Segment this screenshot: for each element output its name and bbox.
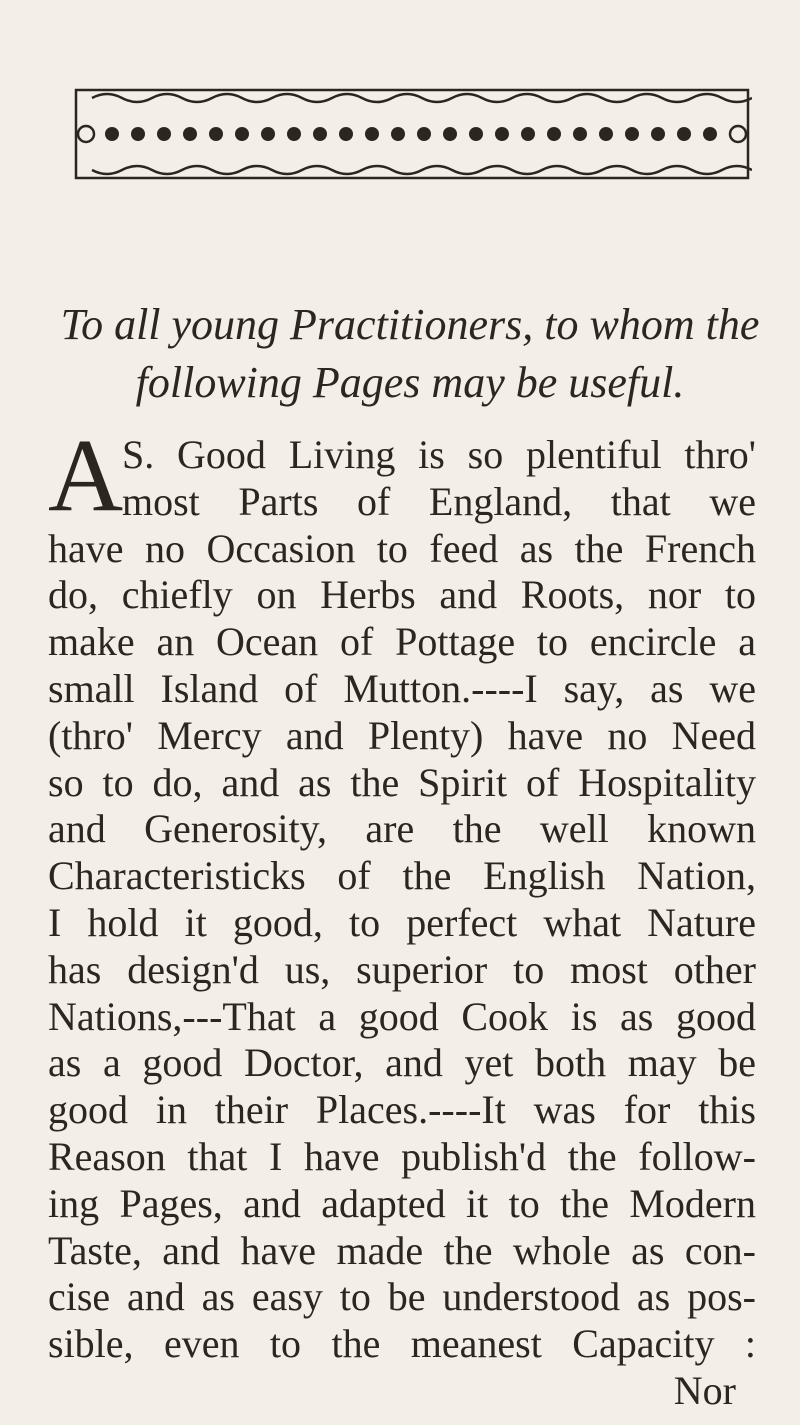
text-line: make an Ocean of Pottage to encircle a bbox=[48, 619, 756, 665]
decorative-border-icon bbox=[72, 86, 752, 182]
text-line: cise and as easy to be understood as pos- bbox=[48, 1274, 756, 1320]
text-line: Nations,---That a good Cook is as good bbox=[48, 993, 756, 1039]
text-line: have no Occasion to feed as the French bbox=[48, 525, 756, 571]
text-line: do, chiefly on Herbs and Roots, nor to bbox=[48, 572, 756, 618]
text-line: Characteristicks of the English Nation, bbox=[48, 853, 756, 899]
text-line: sible, even to the meanest Capacity : bbox=[48, 1321, 756, 1367]
text-line: S. Good Living is so plentiful thro' bbox=[122, 432, 756, 477]
text-line: I hold it good, to perfect what Nature bbox=[48, 899, 756, 945]
page-heading bbox=[60, 296, 760, 412]
heading-line-1: To all young Practitioners, to whom the bbox=[60, 300, 760, 349]
catchword: Nor bbox=[673, 1367, 736, 1413]
text-line: has design'd us, superior to most other bbox=[48, 946, 756, 992]
text-line: Reason that I have publish'd the follow- bbox=[48, 1133, 756, 1179]
heading-line-2: following Pages may be useful. bbox=[135, 358, 685, 407]
text-line: good in their Places.----It was for this bbox=[48, 1087, 756, 1133]
text-line: as a good Doctor, and yet both may be bbox=[48, 1040, 756, 1086]
text-line: ing Pages, and adapted it to the Modern bbox=[48, 1180, 756, 1226]
text-line: small Island of Mutton.----I say, as we bbox=[48, 665, 756, 711]
text-line: most Parts of England, that we bbox=[122, 478, 756, 524]
text-line: so to do, and as the Spirit of Hospitality bbox=[48, 759, 756, 805]
body-text bbox=[48, 418, 756, 1415]
text-line: Taste, and have made the whole as con- bbox=[48, 1227, 756, 1273]
text-line: and Generosity, are the well known bbox=[48, 806, 756, 852]
drop-cap: A bbox=[48, 418, 124, 533]
text-line: (thro' Mercy and Plenty) have no Need bbox=[48, 712, 756, 758]
